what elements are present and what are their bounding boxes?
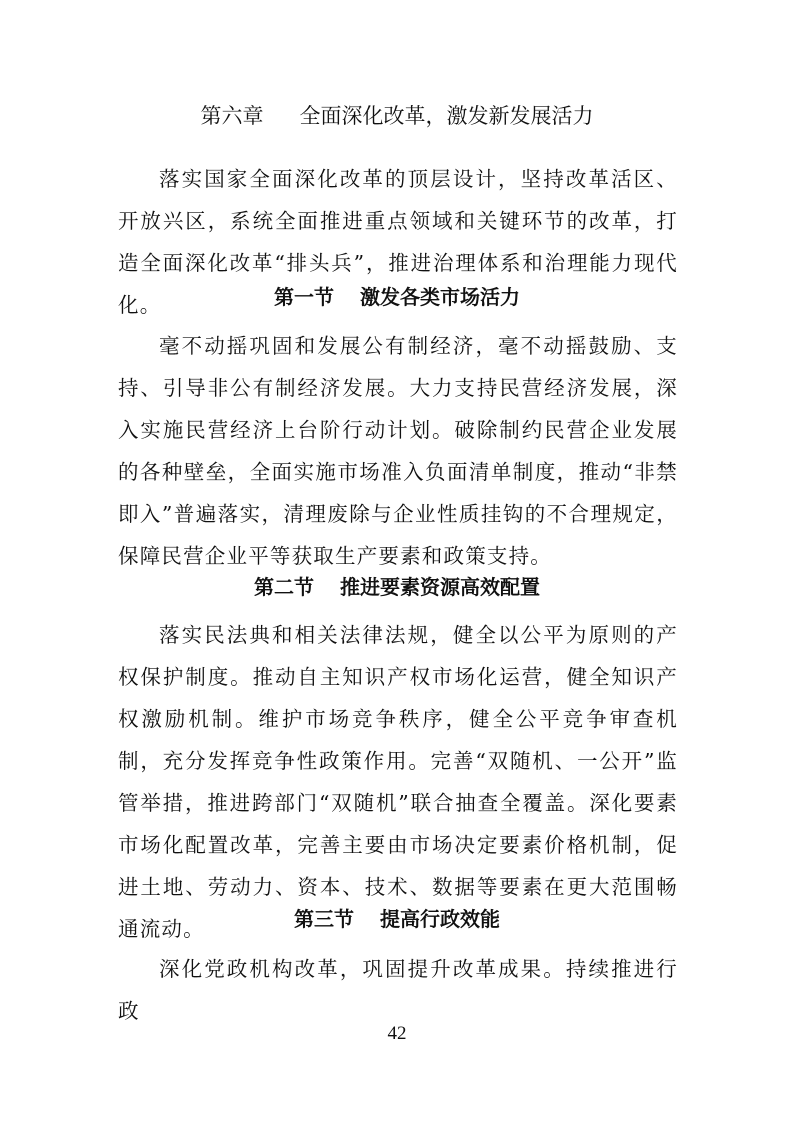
intro-paragraph: 落实国家全面深化改革的顶层设计，坚持改革活区、开放兴区，系统全面推进重点领域和关键环节的改革，打造全面深化改革“排头兵”，推进治理体系和治理能力现代化。 bbox=[118, 167, 678, 317]
page-number: 42 bbox=[387, 1023, 407, 1044]
section-3-paragraph: 深化党政机构改革，巩固提升改革成果。持续推进行政 bbox=[118, 957, 678, 1023]
section-title: 激发各类市场活力 bbox=[360, 285, 520, 309]
section-number: 第二节 bbox=[254, 575, 314, 599]
section-number: 第三节 bbox=[294, 907, 354, 931]
section-1-paragraph: 毫不动摇巩固和发展公有制经济，毫不动摇鼓励、支持、引导非公有制经济发展。大力支持民营经济发展，深入实施民营经济上台阶行动计划。破除制约民营企业发展的各种壁垒，全面实施市场准入负面清单制度，推动“非禁即入”普遍落实，清理废除与企业性质挂钩的不合理规定，保障民营企业平等获取生产要素和政策支持。 bbox=[118, 334, 678, 568]
chapter-title: 全面深化改革，激发新发展活力 bbox=[299, 104, 594, 128]
chapter-heading bbox=[0, 100, 794, 132]
section-title: 提高行政效能 bbox=[380, 907, 500, 931]
section-title: 推进要素资源高效配置 bbox=[340, 575, 540, 599]
section-2-paragraph: 落实民法典和相关法律法规，健全以公平为原则的产权保护制度。推动自主知识产权市场化运营，健全知识产权激励机制。维护市场竞争秩序，健全公平竞争审查机制，充分发挥竞争性政策作用。完善“双随机、一公开”监管举措，推进跨部门“双随机”联合抽查全覆盖。深化要素市场化配置改革，完善主要由市场决定要素价格机制，促进土地、劳动力、资本、技术、数据等要素在更大范围畅通流动。 bbox=[118, 623, 678, 941]
section-heading-1 bbox=[0, 281, 794, 313]
section-heading-2 bbox=[0, 571, 794, 603]
section-heading-3 bbox=[0, 903, 794, 935]
section-number: 第一节 bbox=[274, 285, 334, 309]
chapter-number: 第六章 bbox=[200, 104, 264, 128]
